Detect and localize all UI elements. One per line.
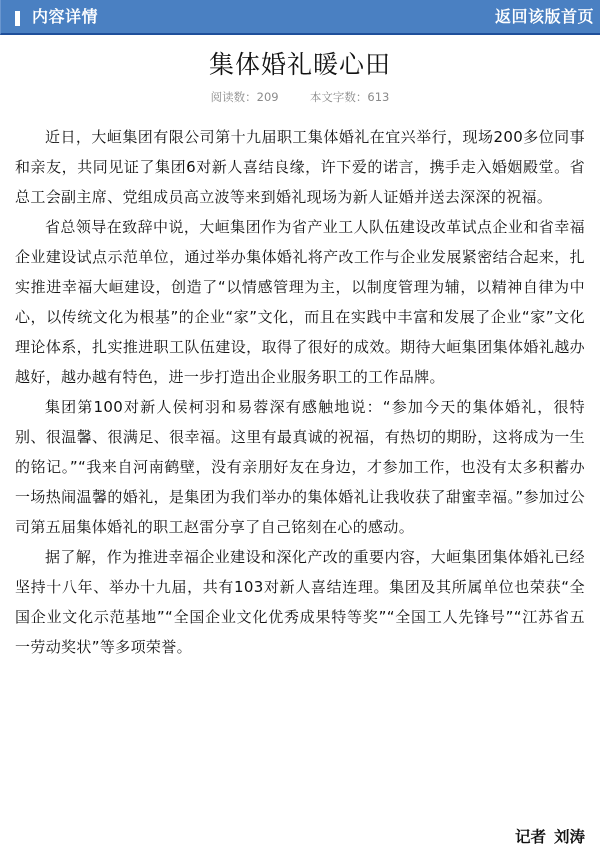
wordcount-value: 613 bbox=[367, 90, 390, 104]
reads-count: 209 bbox=[256, 90, 279, 104]
back-to-page-link[interactable]: 返回该版首页 bbox=[494, 7, 594, 26]
article-title: 集体婚礼暖心田 bbox=[208, 50, 391, 79]
article-body bbox=[15, 122, 585, 662]
byline bbox=[515, 826, 585, 848]
top-bar bbox=[0, 0, 600, 35]
article-paragraph: 近日，大峘集团有限公司第十九届职工集体婚礼在宜兴举行，现场200多位同事和亲友，共同见证了集团6对新人喜结良缘，许下爱的诺言，携手走入婚姻殿堂。省总工会副主席、党组成员高立波等来到婚礼现场为新人证婚并送去深深的祝福。 bbox=[15, 128, 585, 206]
reads-label: 阅读数： bbox=[210, 90, 257, 104]
byline-name: 刘涛 bbox=[553, 828, 585, 846]
section-marker-icon bbox=[15, 11, 20, 26]
article-meta bbox=[0, 89, 600, 105]
wordcount-label: 本文字数： bbox=[309, 90, 368, 104]
section-title: 内容详情 bbox=[32, 7, 99, 26]
byline-role: 记者 bbox=[514, 828, 546, 846]
article-paragraph: 据了解，作为推进幸福企业建设和深化产改的重要内容，大峘集团集体婚礼已经坚持十八年、举办十九届，共有103对新人喜结连理。集团及其所属单位也荣获“全国企业文化示范基地”“全国企业文化优秀成果特等奖”“全国工人先锋号”“江苏省五一劳动奖状”等多项荣誉。 bbox=[15, 548, 585, 656]
article-paragraph: 省总领导在致辞中说，大峘集团作为省产业工人队伍建设改革试点企业和省幸福企业建设试点示范单位，通过举办集体婚礼将产改工作与企业发展紧密结合起来，扎实推进幸福大峘建设，创造了“以情感管理为主，以制度管理为辅，以精神自律为中心，以传统文化为根基”的企业“家”文化，而且在实践中丰富和发展了企业“家”文化理论体系，扎实推进职工队伍建设，取得了很好的成效。期待大峘集团集体婚礼越办越好，越办越有特色，进一步打造出企业服务职工的工作品牌。 bbox=[15, 218, 585, 386]
article-paragraph: 集团第100对新人侯柯羽和易蓉深有感触地说：“参加今天的集体婚礼，很特别、很温馨、很满足、很幸福。这里有最真诚的祝福，有热切的期盼，这将成为一生的铭记。”“我来自河南鹤壁，没有亲朋好友在身边，才参加工作，也没有太多积蓄办一场热闹温馨的婚礼，是集团为我们举办的集体婚礼让我收获了甜蜜幸福。”参加过公司第五届集体婚礼的职工赵雷分享了自己铭刻在心的感动。 bbox=[15, 398, 585, 536]
